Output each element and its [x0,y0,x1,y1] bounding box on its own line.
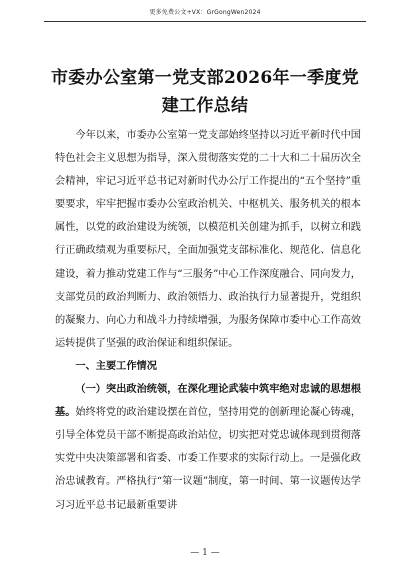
document-title: 市委办公室第一党支部2026年一季度党建工作总结 [50,68,359,116]
sub-section-heading: （一）突出政治统领，在深化理论武装中筑牢绝对忠诚的思想根基。 [55,383,361,419]
section-heading: 一、主要工作情况 [75,359,157,372]
intro-paragraph: 今年以来，市委办公室第一党支部始终坚持以习近平新时代中国特色社会主义思想为指导，深入贯彻落实党的二十大和二十届历次全会精神，牢记习近平总书记对新时代办公厅工作提出的“五个坚持”重要要求，牢牢把握市委办公室政治机关、中枢机关、服务机关的根本属性，以党的政治建设为统领，以模范机关创建为抓手，以树立和践行正确政绩观为重要标尺，全面加强党支部标准化、规范化、信息化建设，着力推动党建工作与“三服务”中心工作深度融合、同向发力，支部党员的政治判断力、政治领悟力、政治执行力显著提升，党组织的凝聚力、向心力和战斗力持续增强，为服务保障市委中心工作高效运转提供了坚强的政治保证和组织保证。 [55,130,361,349]
sub-section-paragraph [55,378,361,517]
header-note: 更多免费公文+VX：GrGongWen2024 [149,9,261,16]
header-rule [44,21,366,22]
sub-section-body: 始终将党的政治建设摆在首位，坚持用党的创新理论凝心铸魂，引导全体党员干部不断提高政治站位，切实把对党忠诚体现到贯彻落实党中央决策部署和省委、市委工作要求的实际行动上。一是强化政治忠诚教育。严格执行“第一议题”制度，第一时间、第一议题传达学习习近平总书记最新重要讲 [55,407,362,511]
document-body [55,124,361,517]
page-number: — 1 — [190,548,220,558]
